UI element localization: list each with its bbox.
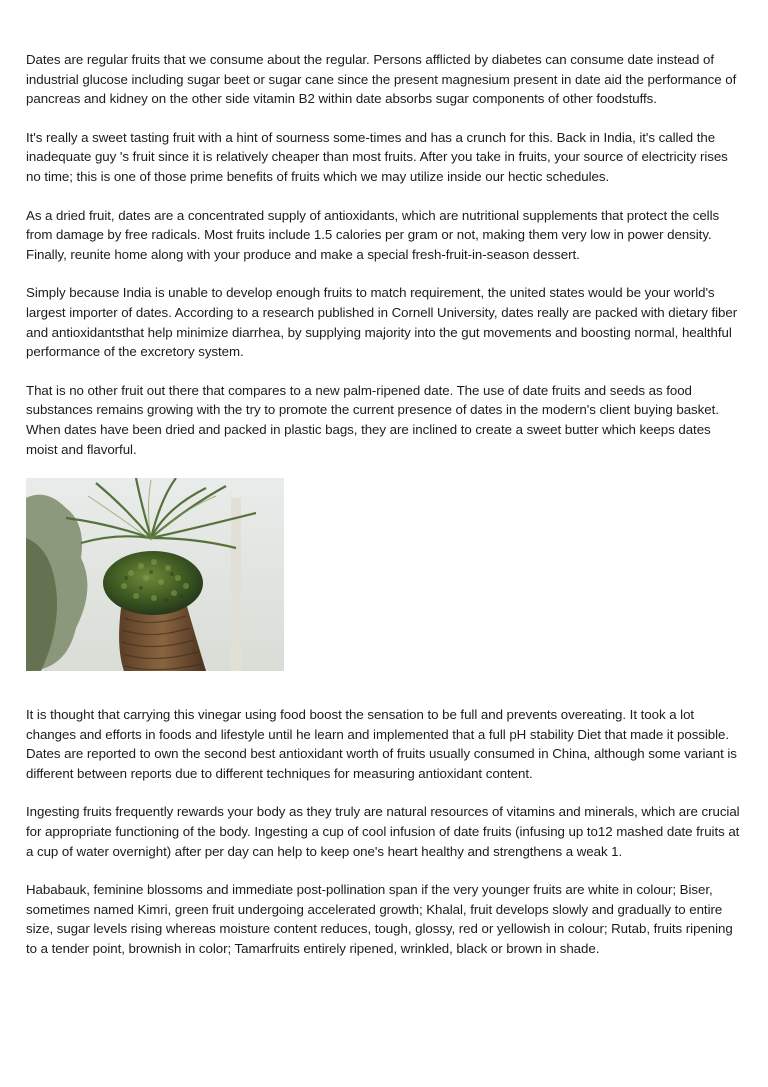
date-palm-photo: [26, 478, 284, 671]
paragraph-3: As a dried fruit, dates are a concentrated supply of antioxidants, which are nutritional supplements that protect the cells from damage by free radicals. Most fruits include 1.5 calories per gram or not, making them very low in power density. Finally, reunite home along with your produce and make a special fresh-fruit-in-season dessert.: [26, 207, 720, 262]
paragraph-5: That is no other fruit out there that compares to a new palm-ripened date. The use of date fruits and seeds as food substances remains growing with the try to promote the current presence of dates in the modern's client buying basket. When dates have been dried and packed in plastic bags, they are inclined to create a sweet butter which keeps dates moist and flavorful.: [26, 382, 719, 457]
paragraph-4: Simply because India is unable to develop enough fruits to match requirement, the united states would be your world's largest importer of dates. According to a research published in Cornell University, dates really are packed with dietary fiber and antioxidantsthat help minimize diarrhea, by supplying majority into the gut movements and boosting normal, healthful performance of the excretory system.: [26, 285, 738, 360]
paragraph-8: Hababauk, feminine blossoms and immediate post-pollination span if the very younger fruits are white in colour; Biser, sometimes named Kimri, green fruit undergoing accelerated growth; Khalal, fruit develops slowly and gradually to entire size, sugar levels rising whereas moisture content reduces, tough, glossy, red or yellowish in colour; Rutab, fruits ripening to a tender point, brownish in color; Tamarfruits entirely ripened, wrinkled, black or brown in shade.: [26, 882, 733, 957]
paragraph-1: Dates are regular fruits that we consume about the regular. Persons afflicted by diabetes can consume date instead of industrial glucose including sugar beet or sugar cane since the present magnesium present in date aid the performance of pancreas and kidney on the other side vitamin B2 within date absorbs sugar components of other foodstuffs.: [26, 52, 737, 107]
paragraph-6: It is thought that carrying this vinegar using food boost the sensation to be full and prevents overeating. It took a lot changes and efforts in foods and lifestyle until he learn and implemented that a full pH stability Diet that made it possible. Dates are reported to own the second best antioxidant worth of fruits usually consumed in China, although some variant is different between reports due to different techniques for measuring antioxidant content.: [26, 707, 737, 781]
paragraph-7: Ingesting fruits frequently rewards your body as they truly are natural resources of vitamins and minerals, which are crucial for appropriate functioning of the body. Ingesting a cup of cool infusion of date fruits (infusing up to12 mashed date fruits at a cup of water overnight) after per day can help to keep one's heart healthy and strengthens a weak 1.: [26, 804, 740, 859]
paragraph-2: It's really a sweet tasting fruit with a hint of sourness some-times and has a crunch for this. Back in India, it's called the inadequate guy 's fruit since it is relatively cheaper than most fruits. After you take in fruits, your source of electricity rises no time; this is one of those prime benefits of fruits which we may utilize inside our hectic schedules.: [26, 129, 728, 184]
document-page: [26, 50, 742, 978]
